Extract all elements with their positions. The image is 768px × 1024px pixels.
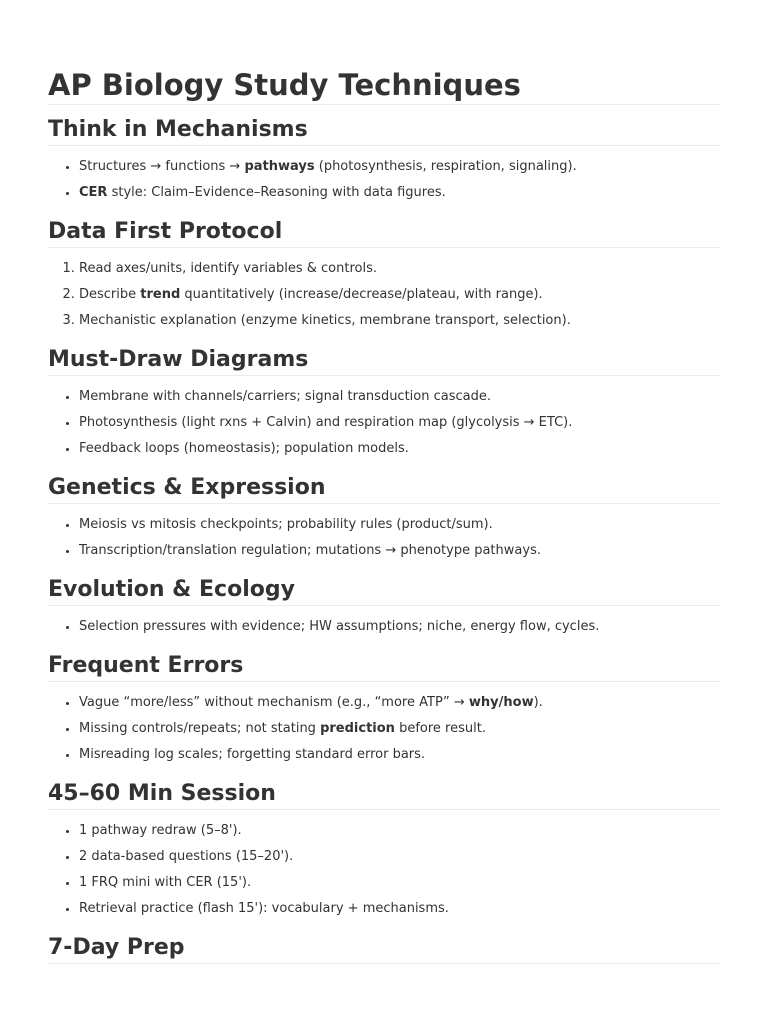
- section-genetics-expression: [48, 472, 720, 560]
- bullet-list: [48, 158, 720, 202]
- list-item: • Retrieval practice (flash 15'): vocabulary + mechanisms.: [79, 900, 720, 918]
- list-item: • 1 pathway redraw (5–8').: [79, 822, 720, 840]
- section-heading: Data First Protocol: [48, 216, 720, 248]
- list-item: 3. Mechanistic explanation (enzyme kinetics, membrane transport, selection).: [79, 312, 720, 330]
- section-45-60-min-session: [48, 778, 720, 918]
- section-heading: 45–60 Min Session: [48, 778, 720, 810]
- list-item: • Feedback loops (homeostasis); population models.: [79, 440, 720, 458]
- list-item: • 1 FRQ mini with CER (15').: [79, 874, 720, 892]
- section-heading: 7-Day Prep: [48, 932, 720, 964]
- section-7-day-prep: [48, 932, 720, 964]
- section-heading: Frequent Errors: [48, 650, 720, 682]
- section-must-draw-diagrams: [48, 344, 720, 458]
- section-heading: Think in Mechanisms: [48, 114, 720, 146]
- page-title: AP Biology Study Techniques: [48, 66, 720, 105]
- bullet-list: [48, 618, 720, 636]
- section-data-first-protocol: [48, 216, 720, 330]
- bullet-list: [48, 694, 720, 764]
- bullet-list: [48, 388, 720, 458]
- list-item: • Vague “more/less” without mechanism (e.g., “more ATP” → why/how).: [79, 694, 720, 712]
- list-item: • Selection pressures with evidence; HW assumptions; niche, energy flow, cycles.: [79, 618, 720, 636]
- section-heading: Evolution & Ecology: [48, 574, 720, 606]
- section-heading: Must-Draw Diagrams: [48, 344, 720, 376]
- list-item: • Photosynthesis (light rxns + Calvin) and respiration map (glycolysis → ETC).: [79, 414, 720, 432]
- list-item: 1. Read axes/units, identify variables & controls.: [79, 260, 720, 278]
- section-frequent-errors: [48, 650, 720, 764]
- list-item: • Meiosis vs mitosis checkpoints; probability rules (product/sum).: [79, 516, 720, 534]
- list-item: 2. Describe trend quantitatively (increase/decrease/plateau, with range).: [79, 286, 720, 304]
- list-item: • 2 data-based questions (15–20').: [79, 848, 720, 866]
- bullet-list: [48, 516, 720, 560]
- list-item: • Transcription/translation regulation; mutations → phenotype pathways.: [79, 542, 720, 560]
- section-evolution-ecology: [48, 574, 720, 636]
- list-item: • Misreading log scales; forgetting standard error bars.: [79, 746, 720, 764]
- list-item: • Missing controls/repeats; not stating prediction before result.: [79, 720, 720, 738]
- list-item: • Structures → functions → pathways (photosynthesis, respiration, signaling).: [79, 158, 720, 176]
- list-item: • Membrane with channels/carriers; signal transduction cascade.: [79, 388, 720, 406]
- list-item: • CER style: Claim–Evidence–Reasoning with data figures.: [79, 184, 720, 202]
- section-think-in-mechanisms: [48, 114, 720, 202]
- bullet-list: [48, 822, 720, 918]
- section-heading: Genetics & Expression: [48, 472, 720, 504]
- document-body: [48, 66, 720, 964]
- numbered-list: [48, 260, 720, 330]
